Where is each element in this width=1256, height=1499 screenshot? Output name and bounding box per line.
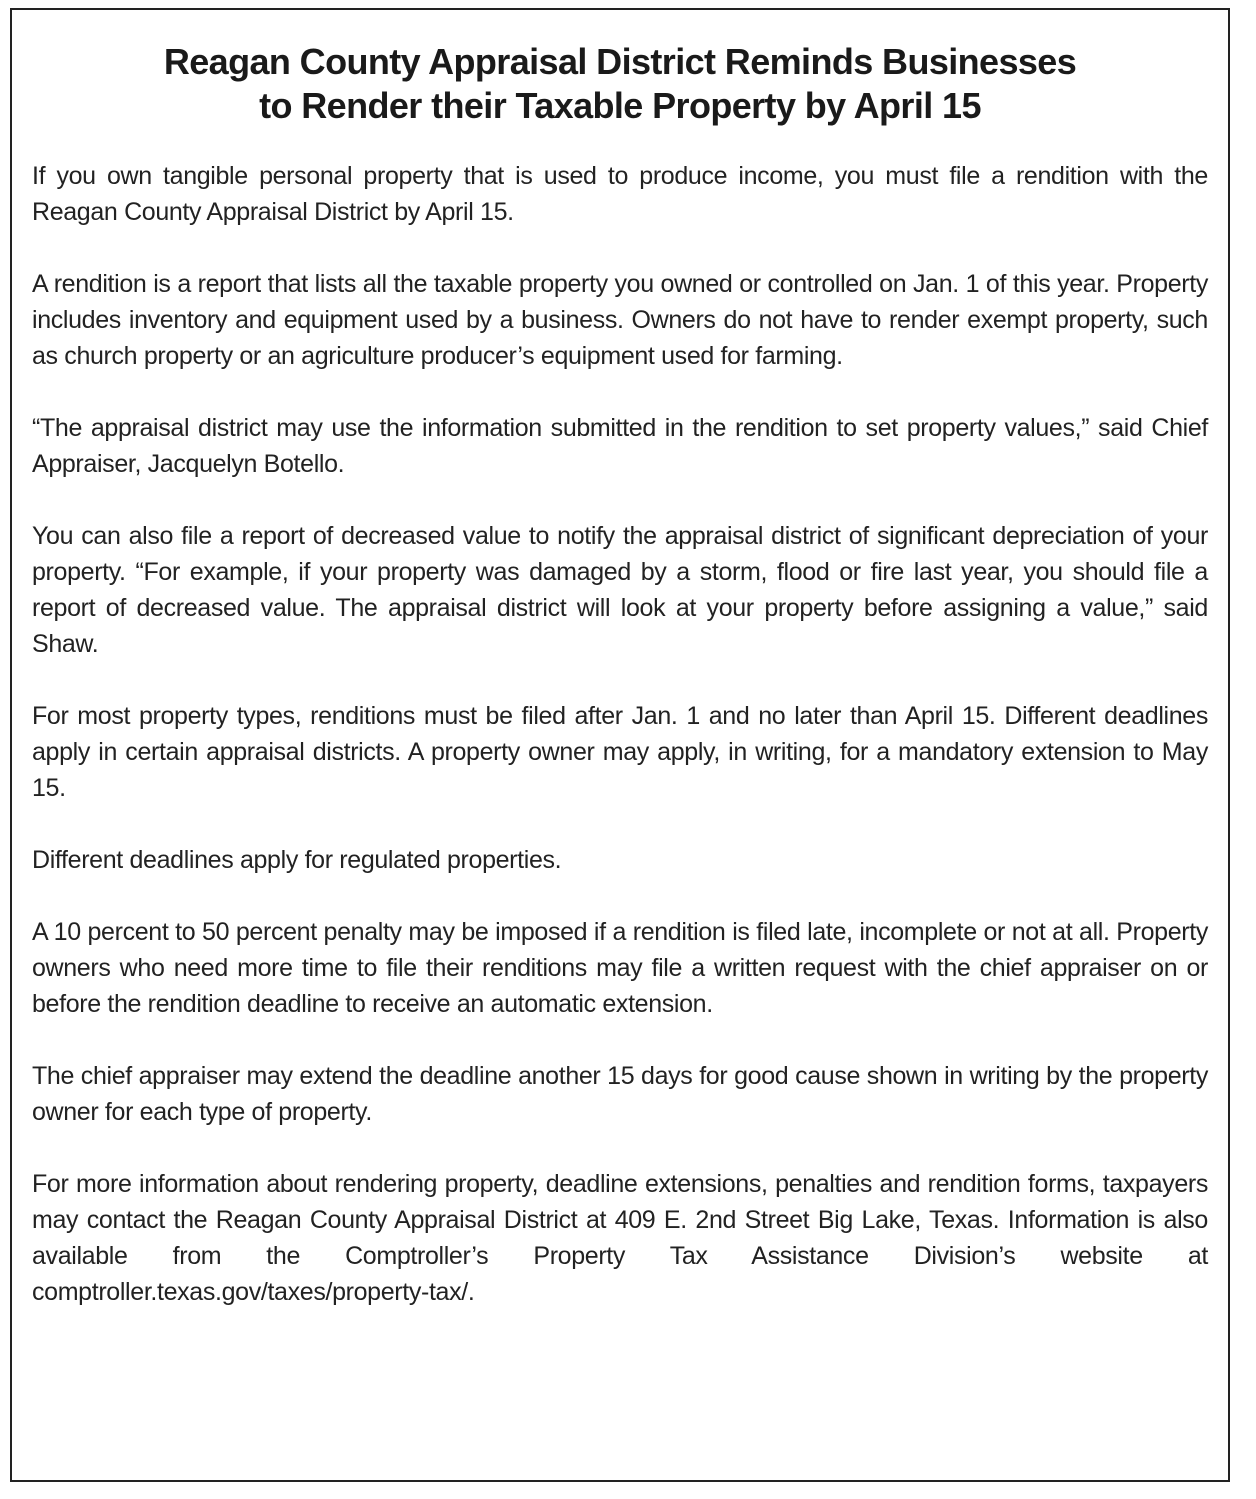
notice-body (32, 158, 1208, 1310)
paragraph-filing-deadlines: For most property types, renditions must be filed after Jan. 1 and no later than April 15. Different deadlines apply in certain appraisal districts. A property owner may apply, in writing, for a mandatory extension to May 15. (32, 702, 1208, 802)
notice-title-line-1: Reagan County Appraisal District Reminds Businesses (163, 41, 1077, 82)
paragraph-decreased-value: You can also file a report of decreased value to notify the appraisal district of significant depreciation of your property. “For example, if your property was damaged by a storm, flood or fire last year, you should file a report of decreased value. The appraisal district will look at your property before assigning a value,” said Shaw. (32, 522, 1208, 658)
notice-title (32, 40, 1208, 128)
paragraph-chief-appraiser-quote: “The appraisal district may use the information submitted in the rendition to set property values,” said Chief Appraiser, Jacquelyn Botello. (32, 414, 1208, 478)
paragraph-penalty: A 10 percent to 50 percent penalty may be imposed if a rendition is filed late, incomplete or not at all. Property owners who need more time to file their renditions may file a written request with the chief appraiser on or before the rendition deadline to receive an automatic extension. (32, 918, 1208, 1018)
paragraph-regulated-properties: Different deadlines apply for regulated properties. (32, 846, 562, 874)
paragraph-more-information: For more information about rendering property, deadline extensions, penalties and rendition forms, taxpayers may contact the Reagan County Appraisal District at 409 E. 2nd Street Big Lake, Texas. Information is also available from the Comptroller’s Property Tax Assistance Division’s website at comptroller.texas.gov/taxes/property-tax/. (32, 1170, 1208, 1306)
paragraph-rendition-definition: A rendition is a report that lists all the taxable property you owned or controlled on Jan. 1 of this year. Property includes inventory and equipment used by a business. Owners do not have to render exempt property, such as church property or an agriculture producer’s equipment used for farming. (32, 270, 1208, 370)
paragraph-extension: The chief appraiser may extend the deadline another 15 days for good cause shown in writing by the property owner for each type of property. (32, 1062, 1208, 1126)
notice-title-line-2: to Render their Taxable Property by April 15 (259, 85, 981, 126)
paragraph-rendition-requirement: If you own tangible personal property that is used to produce income, you must file a rendition with the Reagan County Appraisal District by April 15. (32, 162, 1208, 226)
notice-frame (10, 8, 1230, 1482)
